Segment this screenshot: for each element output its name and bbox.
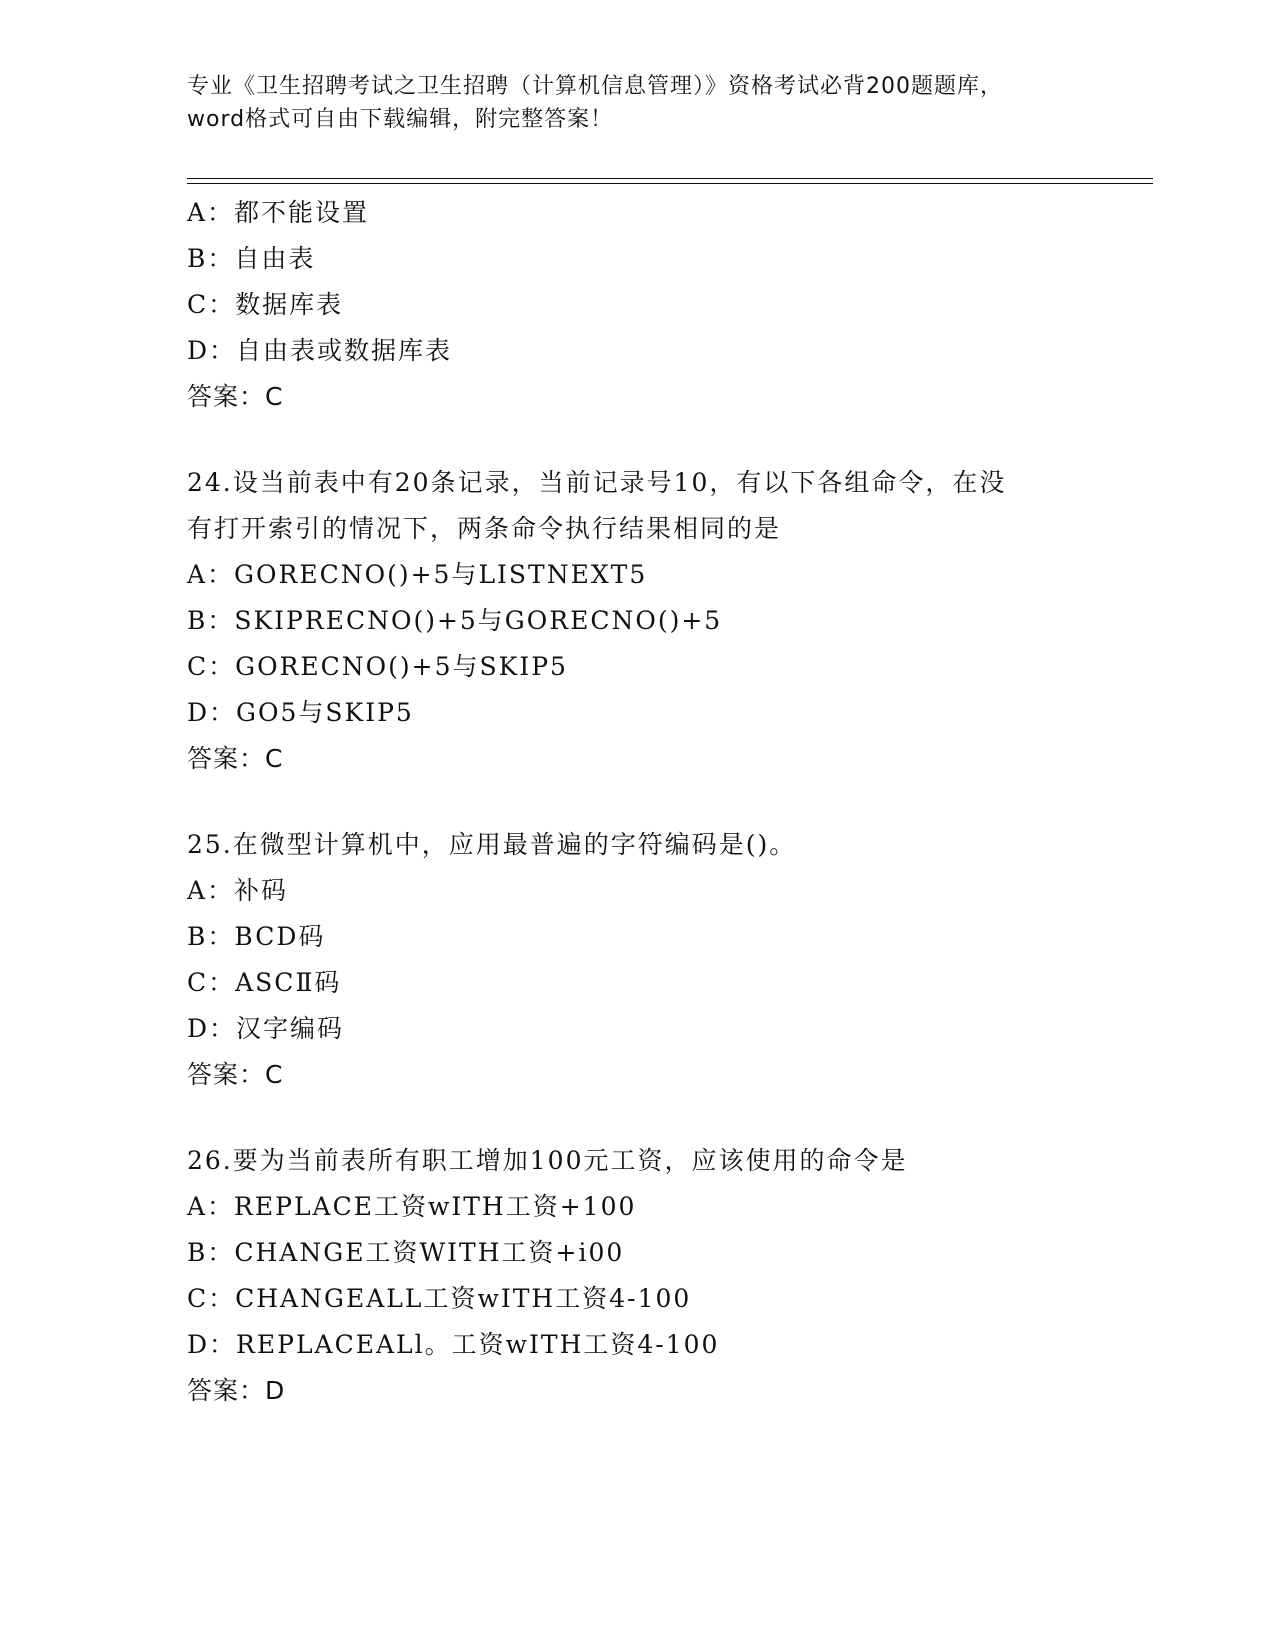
option-b: B：CHANGE工资WITH工资+i00 [187,1238,625,1267]
option-c: C：ASCⅡ码 [187,968,342,997]
option-a: A：补码 [187,876,289,905]
document-body [187,190,1087,1414]
question-text: 24.设当前表中有20条记录，当前记录号10，有以下各组命令，在没 [187,468,1007,497]
option-b: B：自由表 [187,244,316,273]
option-d: D：汉字编码 [187,1014,345,1043]
document-header [187,70,1087,136]
option-c: C：数据库表 [187,290,344,319]
header-divider-top [187,178,1153,179]
option-b: B：SKIPRECNO()+5与GORECNO()+5 [187,606,723,635]
question-block-26 [187,1138,1087,1414]
question-text-continued: 有打开索引的情况下，两条命令执行结果相同的是 [187,514,782,543]
option-a: A：REPLACE工资wITH工资+100 [187,1192,637,1221]
option-d: D：REPLACEALl。工资wITH工资4-100 [187,1330,720,1359]
question-block-23 [187,190,1087,420]
option-a: A：都不能设置 [187,198,370,227]
answer: 答案：D [187,1376,286,1405]
answer: 答案：C [187,382,284,411]
option-b: B：BCD码 [187,922,326,951]
option-d: D：GO5与SKIP5 [187,698,414,727]
option-c: C：CHANGEALL工资wITH工资4-100 [187,1284,692,1313]
option-d: D：自由表或数据库表 [187,336,453,365]
option-c: C：GORECNO()+5与SKIP5 [187,652,568,681]
header-line-2: word格式可自由下载编辑，附完整答案！ [187,107,614,132]
answer: 答案：C [187,1060,284,1089]
header-line-1: 专业《卫生招聘考试之卫生招聘（计算机信息管理）》资格考试必背200题题库， [187,74,1003,99]
question-text: 25.在微型计算机中，应用最普遍的字符编码是()。 [187,830,797,859]
question-text: 26.要为当前表所有职工增加100元工资，应该使用的命令是 [187,1146,908,1175]
question-block-25 [187,822,1087,1098]
header-divider-bottom [187,183,1153,184]
answer: 答案：C [187,744,284,773]
option-a: A：GORECNO()+5与LISTNEXT5 [187,560,648,589]
question-block-24 [187,460,1087,782]
